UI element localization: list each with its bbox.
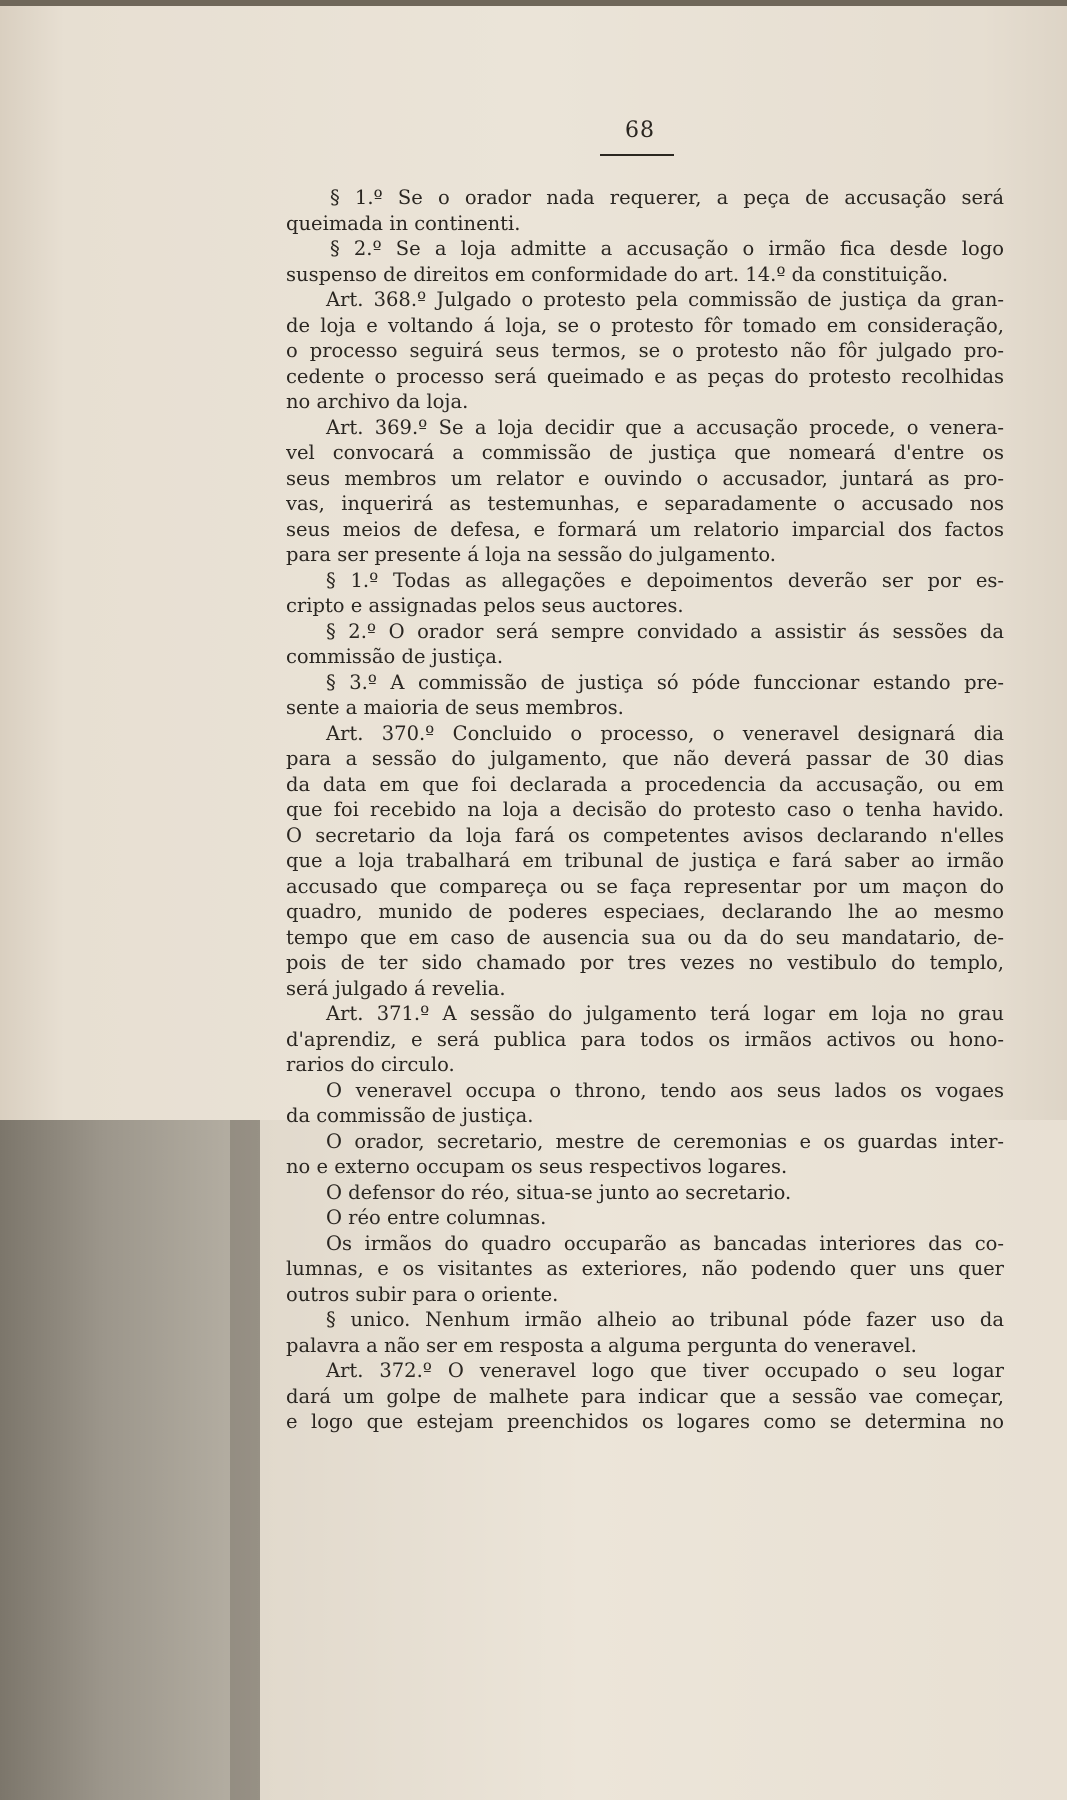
text-line: accusado que compareça ou se faça representar por um maçon do [286,874,1004,898]
text-line: o processo seguirá seus termos, se o protesto não fôr julgado pro- [286,339,1004,362]
text-line: outros subir para o oriente. [286,1282,559,1306]
body-text [286,185,1004,1435]
text-line: para ser presente á loja na sessão do julgamento. [286,543,776,566]
text-line: O secretario da loja fará os competentes avisos declarando n'elles [286,823,1004,847]
text-line: no archivo da loja. [286,390,469,413]
text-line: lumnas, e os visitantes as exteriores, não podendo quer uns quer [286,1257,1004,1280]
text-line: Art. 368.º Julgado o protesto pela commissão de justiça da gran- [326,288,1004,311]
text-line: quadro, munido de poderes especiaes, declarando lhe ao mesmo [286,900,1004,923]
text-line: cripto e assignadas pelos seus auctores. [286,594,684,617]
text-line: vas, inquerirá as testemunhas, e separadamente o accusado nos [286,492,1004,515]
text-line: § 1.º Se o orador nada requerer, a peça de accusação será [330,186,1004,209]
text-line: Art. 371.º A sessão do julgamento terá logar em loja no grau [326,1002,1004,1025]
text-line: commissão de justiça. [286,645,504,668]
text-line: no e externo occupam os seus respectivos logares. [286,1155,788,1178]
text-line: da data em que foi declarada a procedencia da accusação, ou em [286,772,1004,796]
text-line: § 3.º A commissão de justiça só póde funccionar estando pre- [326,670,1004,694]
text-line: d'aprendiz, e será publica para todos os irmãos activos ou hono- [286,1027,1004,1051]
text-line: vel convocará a commissão de justiça que nomeará d'entre os [286,441,1004,464]
text-line: queimada in continenti. [286,211,521,235]
text-line: O réo entre columnas. [326,1206,547,1229]
text-line: § unico. Nenhum irmão alheio ao tribunal póde fazer uso da [326,1308,1004,1331]
text-line: Art. 372.º O veneravel logo que tiver occupado o seu logar [326,1359,1004,1382]
text-line: § 2.º Se a loja admitte a accusação o irmão fica desde logo [330,237,1004,260]
text-line: palavra a não ser em resposta a alguma pergunta do veneravel. [286,1333,917,1357]
text-line: dará um golpe de malhete para indicar que a sessão vae começar, [286,1384,1004,1408]
text-line: seus meios de defesa, e formará um relatorio imparcial dos factos [286,517,1004,541]
text-line: suspenso de direitos em conformidade do art. 14.º da constituição. [286,262,949,286]
text-line: § 1.º Todas as allegações e depoimentos deverão ser por es- [326,568,1004,592]
text-line: seus membros um relator e ouvindo o accusador, juntará as pro- [286,466,1004,490]
text-line: da commissão de justiça. [286,1104,534,1127]
page-number: 68 [625,118,655,143]
text-line: cedente o processo será queimado e as peças do protesto recolhidas [286,364,1004,388]
text-line: Os irmãos do quadro occuparão as bancadas interiores das co- [326,1231,1004,1255]
page-number-rule [600,154,674,156]
text-line: que foi recebido na loja a decisão do protesto caso o tenha havido. [286,798,1004,821]
text-line: será julgado á revelia. [286,976,506,1000]
text-line: Art. 370.º Concluido o processo, o veneravel designará dia [326,721,1004,745]
text-line: que a loja trabalhará em tribunal de justiça e fará saber ao irmão [286,849,1004,872]
text-line: rarios do circulo. [286,1053,455,1076]
text-line: O veneravel occupa o throno, tendo aos seus lados os vogaes [326,1078,1004,1102]
text-line: pois de ter sido chamado por tres vezes no vestibulo do templo, [286,951,1004,974]
text-line: Art. 369.º Se a loja decidir que a accusação procede, o venera- [326,415,1004,439]
text-line: § 2.º O orador será sempre convidado a assistir ás sessões da [326,619,1004,643]
text-line: sente a maioria de seus membros. [286,696,624,719]
binding-gutter [230,1120,260,1800]
text-line: O orador, secretario, mestre de ceremonias e os guardas inter- [326,1129,1004,1153]
text-line: e logo que estejam preenchidos os logares como se determina no [286,1410,1004,1433]
text-line: tempo que em caso de ausencia sua ou da do seu mandatario, de- [286,925,1004,949]
text-line: para a sessão do julgamento, que não deverá passar de 30 dias [286,747,1004,770]
text-line: de loja e voltando á loja, se o protesto fôr tomado em consideração, [286,313,1004,337]
page-backing-board [0,1120,260,1800]
text-line: O defensor do réo, situa-se junto ao secretario. [326,1180,792,1204]
